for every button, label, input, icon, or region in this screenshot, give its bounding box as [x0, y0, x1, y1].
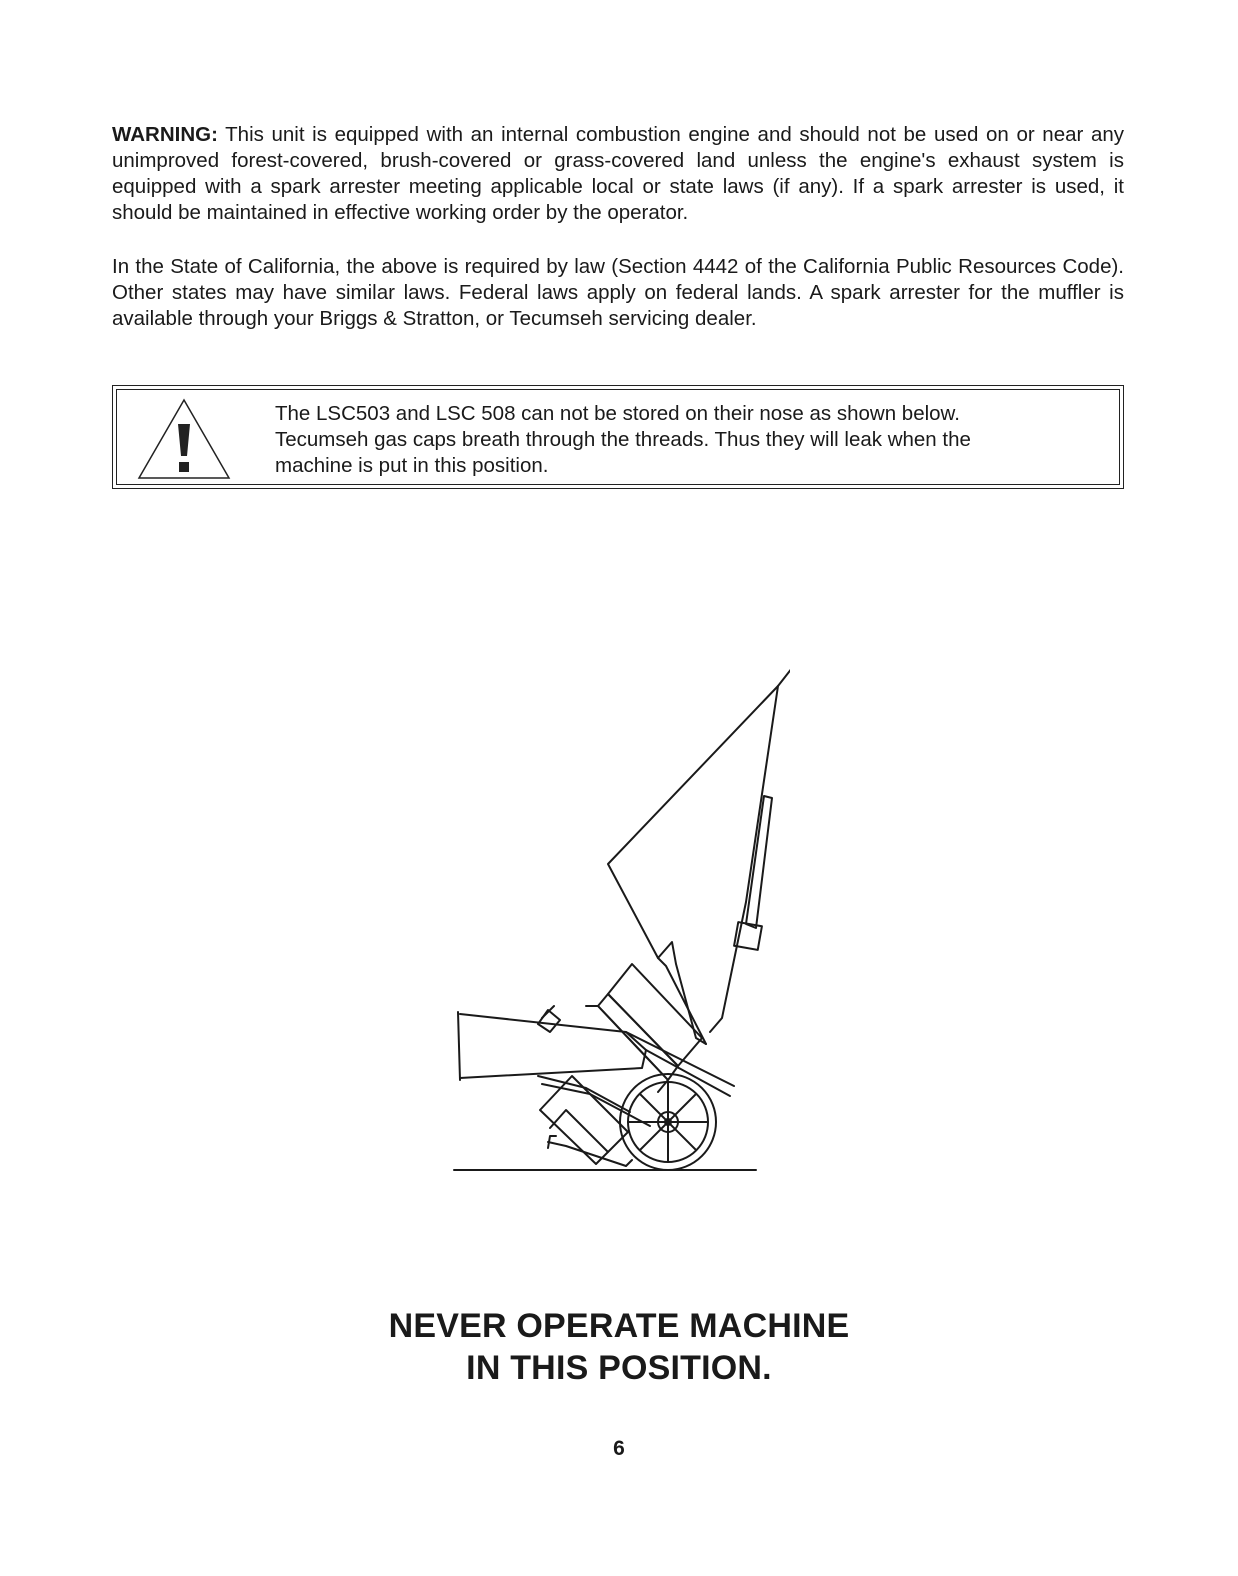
- caution-line-3: machine is put in this position.: [275, 454, 549, 477]
- caution-box: [112, 385, 1124, 489]
- caution-line-1: The LSC503 and LSC 508 can not be stored on their nose as shown below.: [275, 402, 960, 425]
- chipper-shredder-illustration: [430, 640, 790, 1180]
- never-operate-headline: [0, 1305, 1238, 1389]
- page-number: 6: [613, 1437, 625, 1460]
- california-paragraph: In the State of California, the above is required by law (Section 4442 of the California Public Resources Code). Other states may have similar laws. Federal laws apply on federal lands. A spark arrester for the muffler is available through your Briggs & Stratton, or Tecumseh servicing dealer.: [112, 255, 1124, 330]
- headline-line-1: NEVER OPERATE MACHINE: [388, 1307, 850, 1345]
- warning-label: WARNING:: [112, 123, 218, 146]
- warning-text: This unit is equipped with an internal combustion engine and should not be used on or near any unimproved forest-covered, brush-covered or grass-covered land unless the engine's exhaust system is equipped with a spark arrester meeting applicable local or state laws (if any). If a spark arrester is used, it should be maintained in effective working order by the operator.: [112, 123, 1124, 224]
- warning-triangle-icon: [135, 396, 233, 482]
- caution-text: [275, 401, 1075, 479]
- warning-paragraph: [112, 122, 1124, 226]
- headline-line-2: IN THIS POSITION.: [466, 1349, 772, 1387]
- caution-line-2: Tecumseh gas caps breath through the threads. Thus they will leak when the: [275, 428, 971, 451]
